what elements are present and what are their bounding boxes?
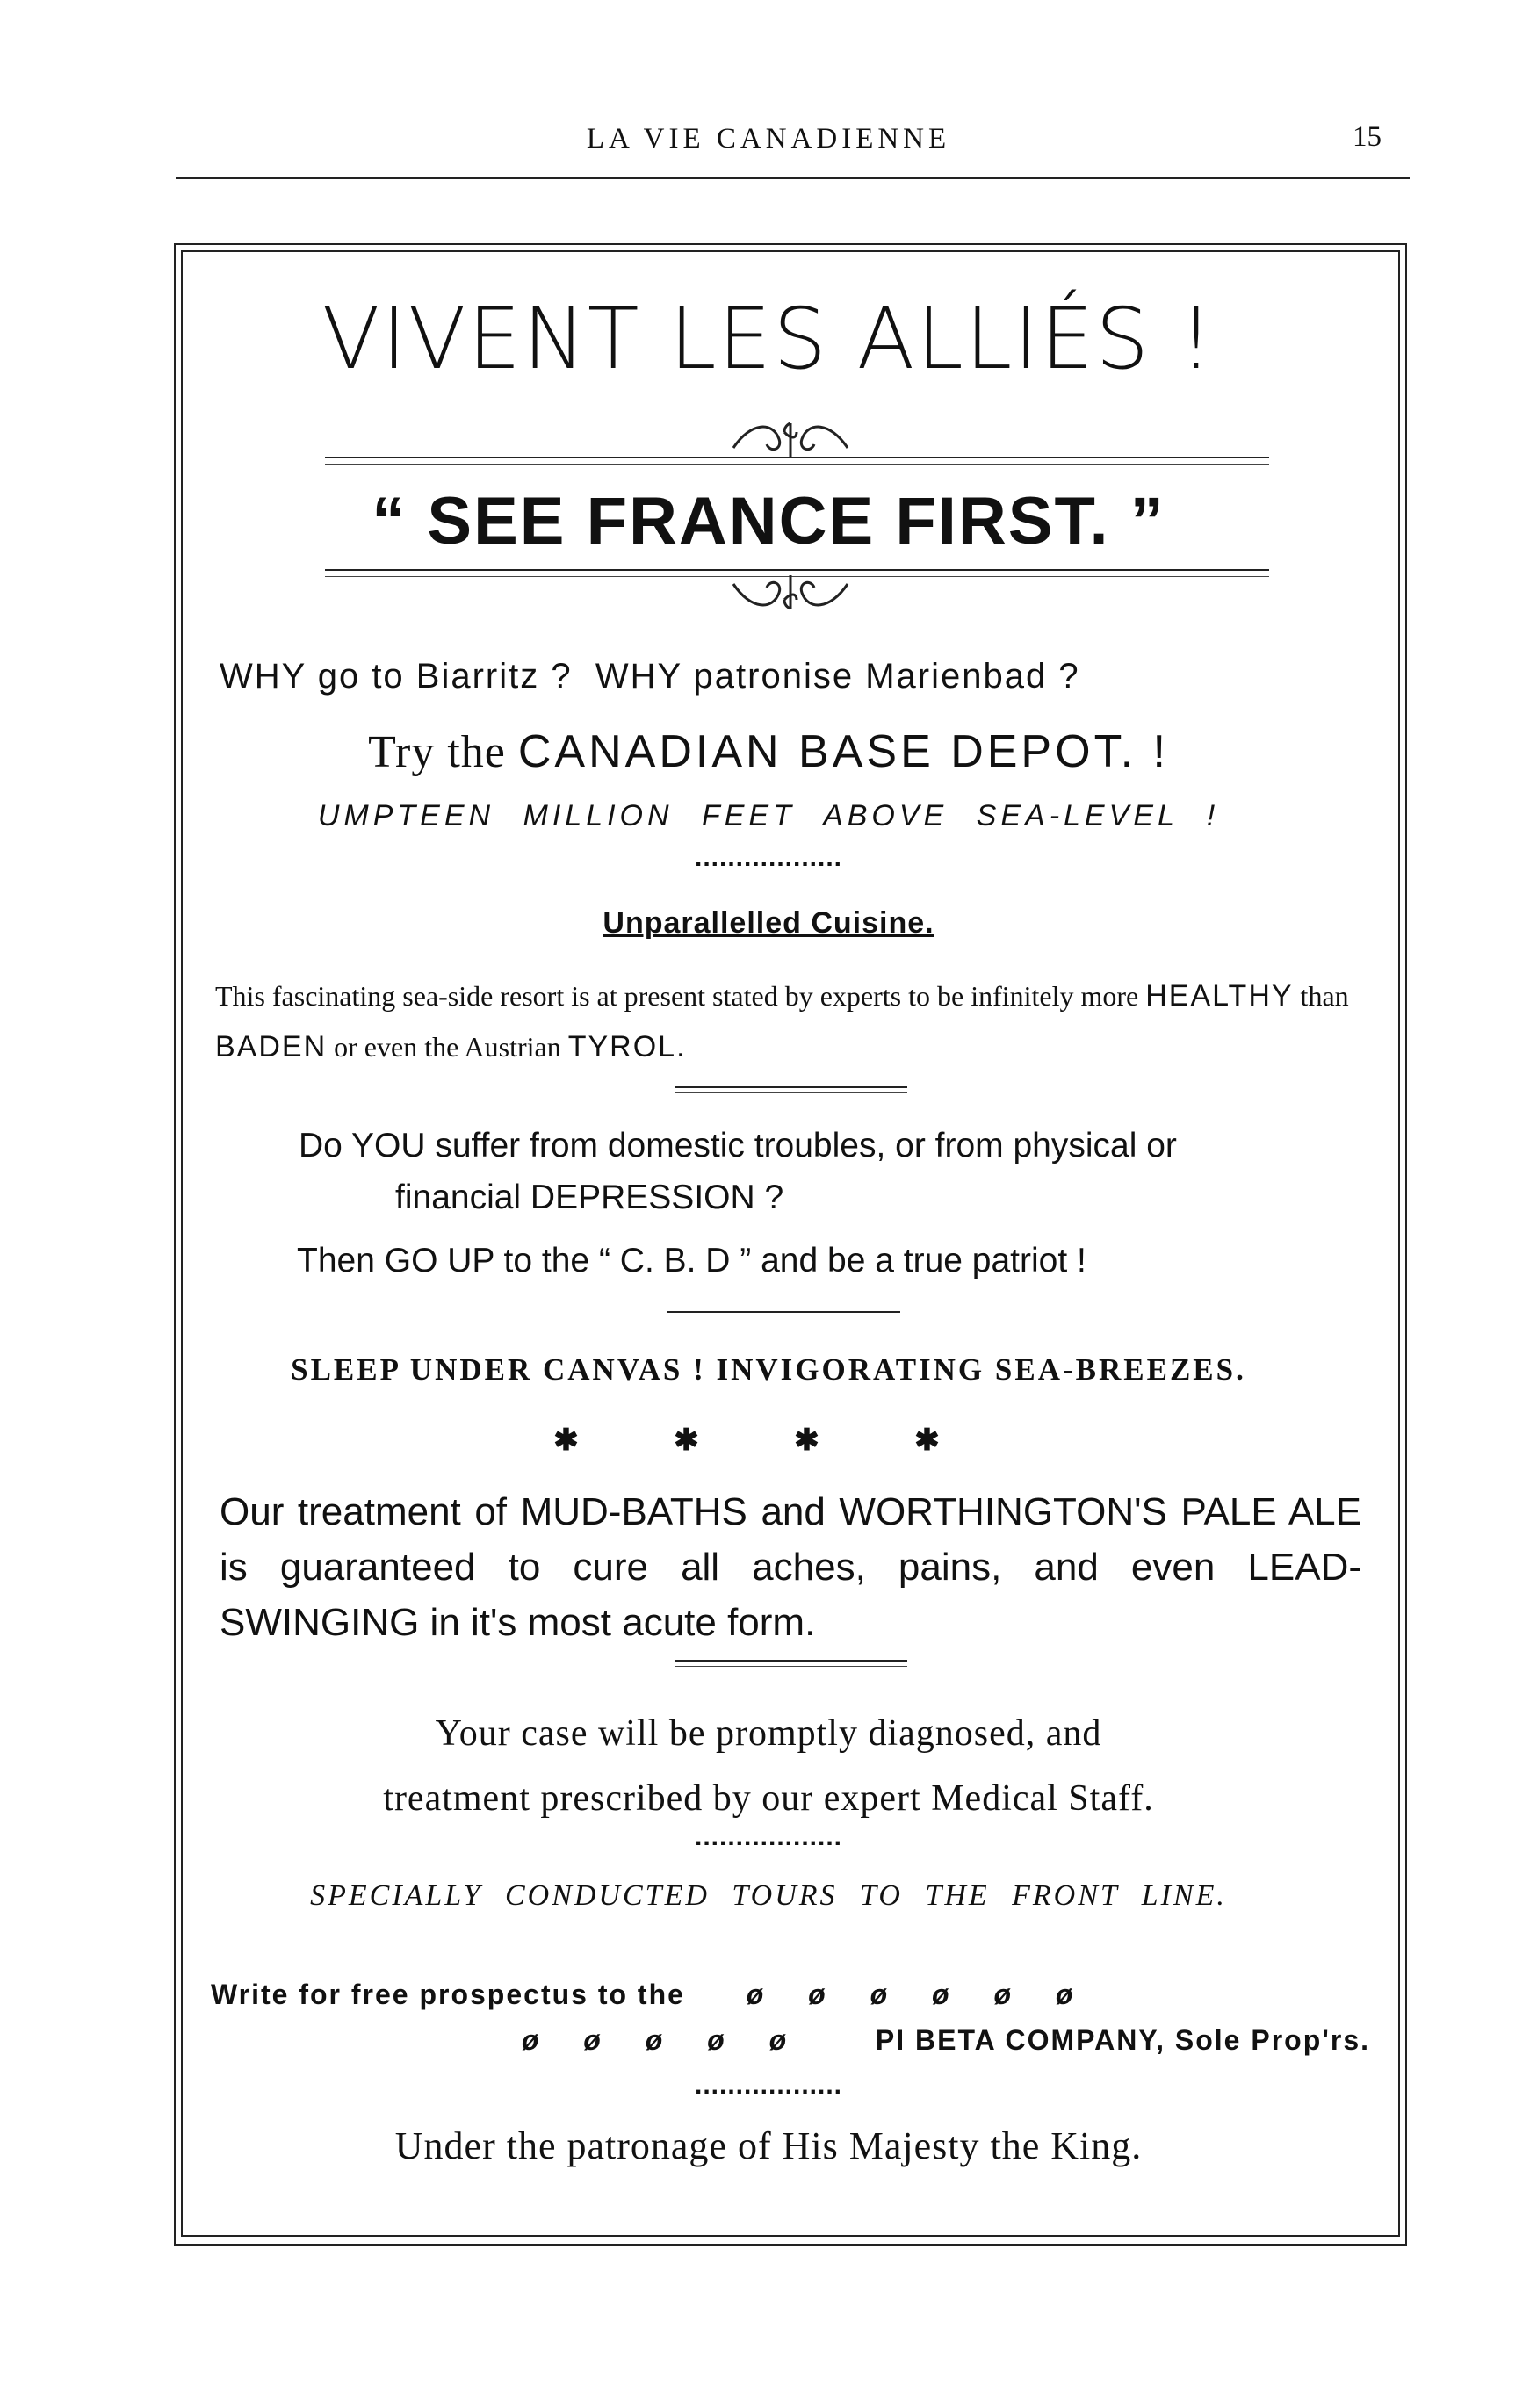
double-rule [325,457,1269,465]
diagnosis-line-2: treatment prescribed by our expert Medical Staff. [383,1778,1154,1819]
leaf-dingbat-icon: ø [870,1979,890,2010]
domestic-line-3: Then GO UP to the “ C. B. D ” and be a true patriot ! [297,1242,1086,1280]
company-text: PI BETA COMPANY, Sole Prop'rs. [875,2024,1370,2056]
header-rule [176,177,1410,179]
dotted-separator: .................. [694,2071,843,2100]
resort-text-3: or even the Austrian [334,1031,561,1063]
write-line [211,1979,1388,2011]
leaf-dingbat-icon: ø [768,2024,789,2056]
company-line [211,2024,1370,2057]
try-prefix: Try the [368,727,506,777]
resort-text-1: This fascinating sea-side resort is at present stated by experts to be infinitely more [215,980,1139,1012]
slogan: “ SEE FRANCE FIRST. ” [372,484,1165,559]
canadian-base-depot: CANADIAN BASE DEPOT. ! [517,726,1169,777]
diagnosis-line-1: Your case will be promptly diagnosed, and [435,1713,1102,1754]
healthy-word: HEALTHY [1145,979,1294,1013]
sleep-under-canvas: SLEEP UNDER CANVAS ! INVIGORATING SEA-BREEZES. [291,1352,1246,1387]
leaf-dingbat-icon: ø [583,2024,603,2056]
domestic-line-1: Do YOU suffer from domestic troubles, or from physical or [299,1127,1177,1164]
resort-text-2: than [1300,980,1349,1012]
flourish-ornament-bottom [725,566,856,619]
leaf-dingbat-icon: ø [521,2024,541,2056]
resort-paragraph [215,970,1375,1072]
short-double-rule [675,1660,907,1667]
cuisine-heading: Unparallelled Cuisine. [603,906,934,940]
leaf-dingbat-icon: ø [808,1979,827,2010]
why-line: WHY go to Biarritz ? WHY patronise Marienbad ? [220,657,1080,696]
asterism-ornament: ✱ ✱ ✱ ✱ [553,1424,984,1457]
leaf-dingbat-icon: ø [746,1979,766,2010]
try-line [0,725,1537,778]
dotted-separator: .................. [694,1822,843,1851]
mud-baths-paragraph: Our treatment of MUD-BATHS and WORTHINGTON'S PALE ALE is guaranteed to cure all aches, pains, and even LEAD-SWINGING in it's most acute form. [220,1490,1361,1644]
tours-line: SPECIALLY CONDUCTED TOURS TO THE FRONT LINE. [310,1879,1227,1912]
leaf-dingbat-icon: ø [1055,1979,1075,2010]
page-number: 15 [1353,121,1382,153]
running-title: LA VIE CANADIENNE [586,123,951,155]
altitude-line: UMPTEEN MILLION FEET ABOVE SEA-LEVEL ! [317,799,1220,833]
diagnosis-paragraph [0,1701,1537,1831]
leaf-dingbat-icon: ø [993,1979,1013,2010]
patronage-line: Under the patronage of His Majesty the King. [394,2124,1143,2167]
write-text: Write for free prospectus to the [211,1979,685,2010]
leaf-dingbat-icon: ø [707,2024,726,2056]
leaf-dingbat-icon: ø [932,1979,951,2010]
headline: VIVENT LES ALLIÉS ! [321,290,1216,388]
domestic-line-2: financial DEPRESSION ? [395,1179,784,1216]
tyrol-word: TYROL. [567,1030,687,1063]
dotted-separator: .................. [694,843,843,872]
baden-word: BADEN [215,1030,328,1063]
short-rule [667,1311,900,1313]
leaf-dingbat-icon: ø [645,2024,665,2056]
short-double-rule [675,1086,907,1093]
